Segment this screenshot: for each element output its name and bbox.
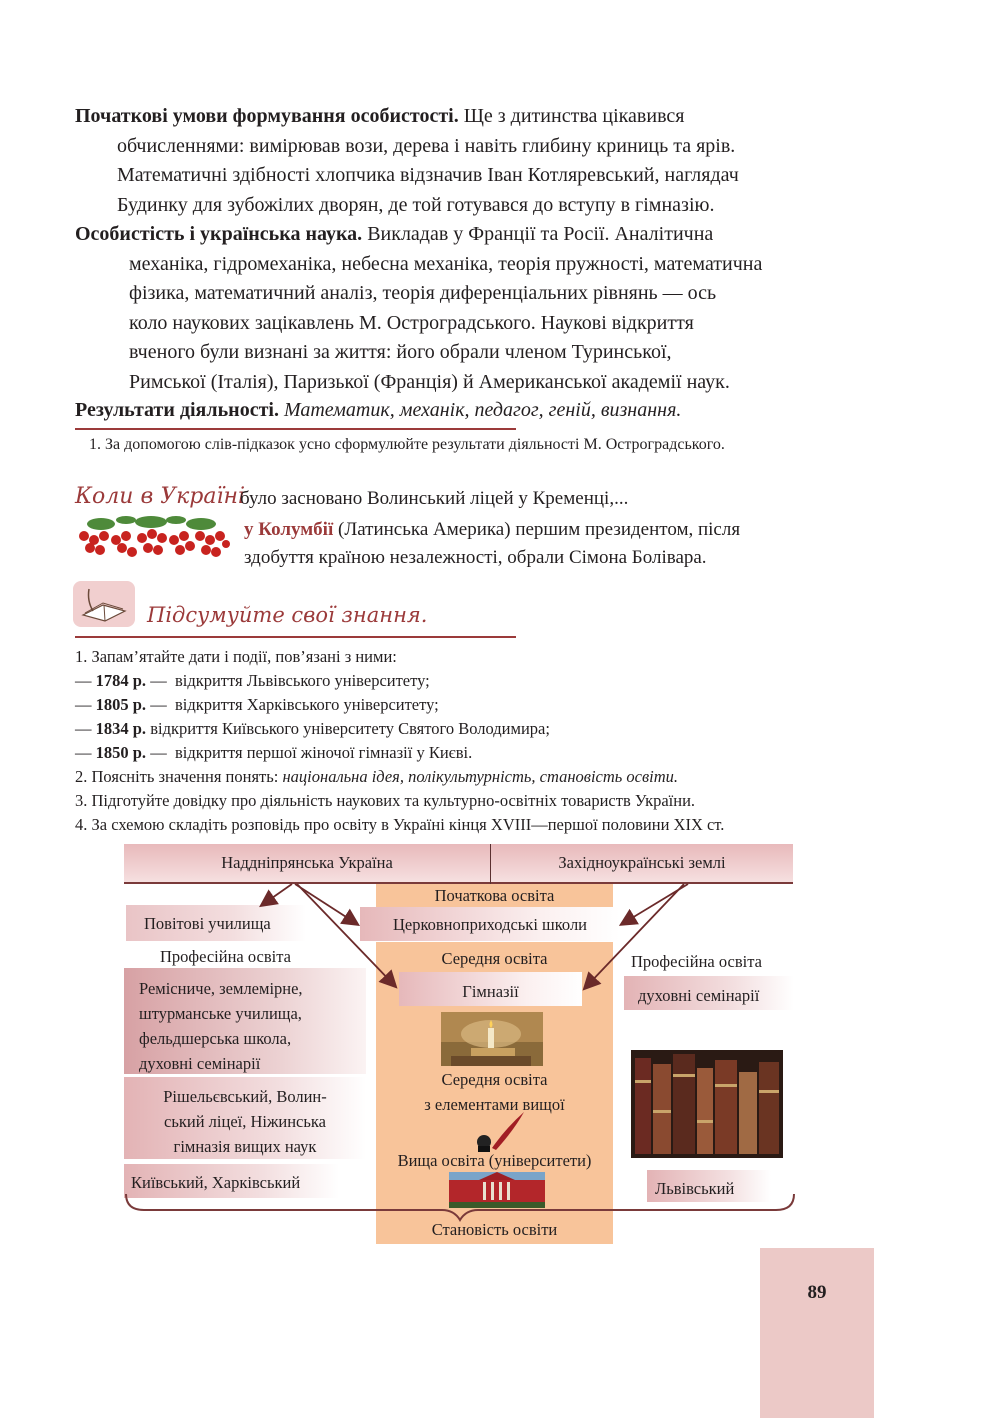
higher-education: Вища освіта (університети) — [397, 1151, 592, 1170]
paragraph-personality-science: Особистість і українська наука. Викладав у Франції та Росії. Аналітична механіка, гідромеханіка, небесна механіка, теорія пружності, математична фізика, математичний аналіз, теорія диференціальних рівнянь — ось коло наукових зацікавлень М. Остроградського. Наукові відкриття вченого були визнані за життя: його обрали членом Туринської, Римської (Італія), Паризької (Франція) й Американської академії наук. — [75, 223, 763, 393]
paragraph-early-conditions: Початкові умови формування особистості. Ще з дитинства цікавився обчисленнями: вимірював вози, дерева і навіть глибину криниць та ярів. Математичні здібності хлопчика відзначив Іван Котляревський, наглядач Будинку для зубожілих дворян, де той готувався до вступу в гімназію. — [75, 105, 739, 216]
district-schools: Повітові училища — [144, 914, 271, 933]
task-1: 1. За допомогою слів-підказок усно сформулюйте результати діяльності М. Остроградського. — [89, 436, 725, 453]
estate-education: Становість освіти — [431, 1220, 558, 1239]
paragraph-heading: Результати діяльності. — [75, 399, 279, 421]
univ-right: Львівський — [655, 1179, 735, 1198]
page-number-tab — [760, 1248, 874, 1418]
question-3: 3. Підготуйте довідку про діяльність наукових та культурно-освітніх товариств України. — [75, 791, 696, 810]
date-item: — 1834 р. відкриття Київського університету Святого Володимира; — [75, 719, 550, 738]
gymnasia: Гімназії — [462, 982, 519, 1001]
secondary-education: Середня освіта — [441, 949, 548, 968]
seminary-right: духовні семінарії — [638, 986, 760, 1005]
lyceums: Рішельєвський, Волин- ський ліцеї, Ніжинська гімназія вищих наук — [163, 1087, 327, 1156]
page-number: 89 — [807, 1282, 827, 1303]
univ-left: Київський, Харківський — [131, 1173, 301, 1192]
date-item: — 1850 р. — відкриття першої жіночої гімназії у Києві. — [75, 743, 473, 762]
primary-education: Початкова освіта — [434, 886, 555, 905]
prof-education-right: Професійна освіта — [631, 952, 762, 971]
paragraph-heading: Початкові умови формування особистості. — [75, 105, 459, 127]
prof-education-left: Професійна освіта — [160, 947, 291, 966]
date-item: — 1784 р. — відкриття Львівського університету; — [75, 671, 430, 690]
secondary-with-higher: Середня освіта з елементами вищої — [424, 1070, 565, 1114]
when-in-ukraine-heading: Коли в Україні — [75, 484, 246, 509]
question-2: 2. Поясніть значення понять: національна ідея, полікультурність, становість освіти. — [75, 767, 679, 786]
question-1: 1. Запам’ятайте дати і події, пов’язані з ними: — [75, 647, 397, 666]
parish-schools: Церковноприходські школи — [392, 915, 588, 934]
question-4: 4. За схемою складіть розповідь про освіту в Україні кінця XVIII—першої половини XIX ст. — [75, 815, 725, 834]
paragraph-results: Результати діяльності. Математик, механік, педагог, геній, визнання. — [75, 399, 682, 421]
when-text: було засновано Волинський ліцей у Кременці,... — [240, 488, 629, 509]
date-item: — 1805 р. — відкриття Харківського університету; — [75, 695, 439, 714]
crafts-schools: Ремісниче, землемірне, штурманське училища, фельдшерська школа, духовні семінарії — [139, 979, 303, 1073]
paragraph-heading: Особистість і українська наука. — [75, 223, 363, 245]
colombia-text: у Колумбії (Латинська Америка) першим президентом, після здобуття країною незалежності, обрали Сімона Болівара. — [244, 519, 741, 568]
summary-title: Підсумуйте свої знання. — [147, 603, 428, 627]
header-left: Наддніпрянська Україна — [221, 853, 393, 872]
header-right: Західноукраїнські землі — [558, 853, 726, 872]
